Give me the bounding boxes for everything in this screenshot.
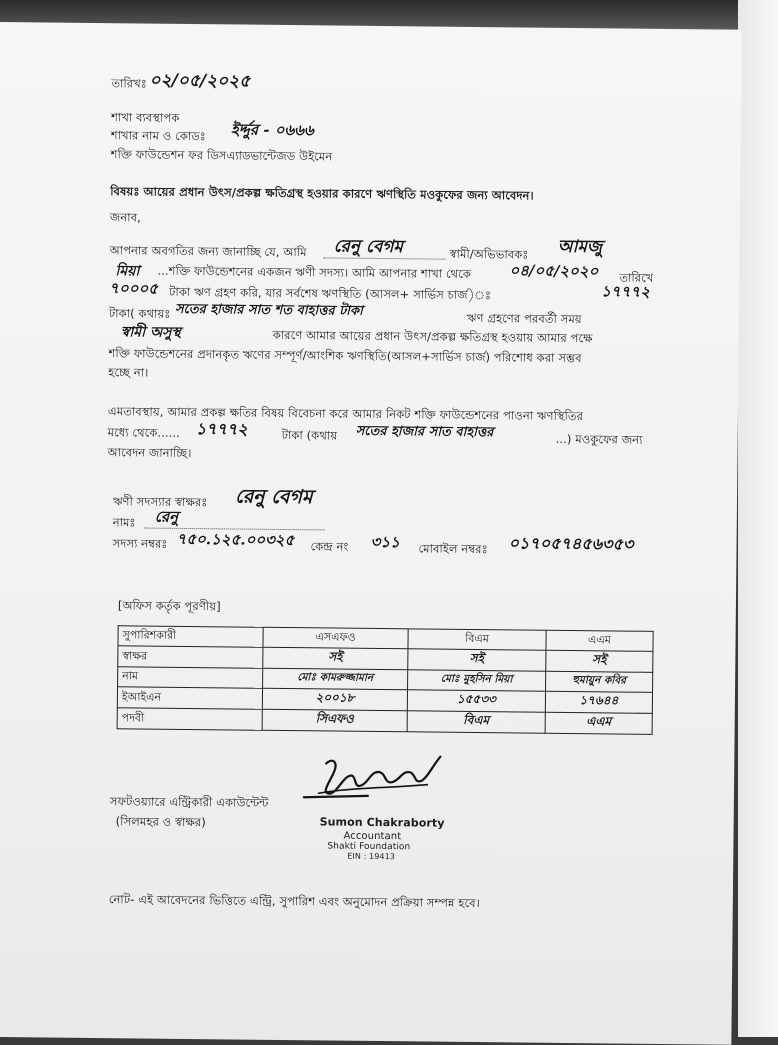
para1-line3: টাকা ঋণ গ্রহণ করি, যার সর্বশেষ ঋণস্থিতি (আসল+ সার্ভিস চার্জ)ঃ bbox=[169, 284, 492, 303]
row-label: স্বাক্ষর bbox=[118, 646, 263, 669]
to-line-1: শাখা ব্যবস্থাপক bbox=[110, 110, 180, 125]
mobile-value: ০১৭০৫৭৪৫৬৩৫৩ bbox=[508, 533, 634, 554]
row-label: ইআইএন bbox=[117, 687, 262, 710]
footer-note: নোট- এই আবেদনের ভিত্তিতে এন্ট্রি, সুপারিশ এবং অনুমোদন প্রক্রিয়া সম্পন্ন হবে। bbox=[108, 892, 480, 911]
para2-line2-b: টাকা (কথায় bbox=[281, 427, 338, 443]
para1-line1-a: আপনার অবগতির জন্য জানাচ্ছি যে, আমি bbox=[109, 243, 307, 260]
para1-line1-b: স্বামী/অভিভাবকঃ bbox=[449, 246, 529, 262]
book-no-label: কেন্দ্র নং bbox=[310, 539, 349, 554]
table-cell: সই bbox=[546, 650, 653, 672]
para1-line4-b: ঋণ গ্রহণের পরবর্তী সময় bbox=[466, 310, 582, 327]
stamp-title: Accountant bbox=[343, 830, 402, 843]
table-cell: ২০০১৮ bbox=[262, 688, 407, 711]
table-row bbox=[117, 708, 652, 735]
subject-line: বিষয়ঃ আয়ের প্রধান উৎস/প্রকল্প ক্ষতিগ্রস্থ হওয়ার কারণে ঋণস্থিতি মওকুফের জন্য আবেদন। bbox=[110, 184, 534, 203]
salutation: জনাব, bbox=[109, 210, 141, 225]
table-cell: মোঃ কামরুজ্জামান bbox=[263, 668, 408, 690]
approval-table bbox=[117, 625, 654, 735]
branch-value: ইর্দ্দুর - ০৬৬৬ bbox=[230, 120, 314, 140]
para1-line5: কারণে আমার আয়ের প্রধান উৎস/প্রকল্প ক্ষতিগ্রস্থ হওয়ায় আমার পক্ষে bbox=[272, 327, 593, 346]
accountant-signature bbox=[298, 747, 449, 813]
member-signature: রেনু বেগম bbox=[234, 485, 313, 509]
table-cell: সই bbox=[263, 647, 408, 670]
application-form-page bbox=[0, 22, 742, 1045]
to-line-2: শাখার নাম ও কোডঃ bbox=[110, 128, 206, 144]
table-header: বিএম bbox=[408, 629, 546, 650]
table-cell: মোঃ মুহসিন মিয়া bbox=[408, 670, 546, 691]
loan-date-handwritten: ০৪/০৫/২০২০ bbox=[509, 261, 599, 281]
stamp-ein: EIN : 19413 bbox=[347, 851, 396, 862]
para2-line1: এমতাবস্থায়, আমার প্রকল্প ক্ষতির বিষয় বিবেচনা করে আমার নিকট শক্তি ফাউন্ডেশনের পাওনা ঋণস্থিতির bbox=[107, 404, 584, 424]
amount-words-handwritten: সতের হাজার সাত শত বাহাত্তর টাকা bbox=[174, 301, 363, 319]
balance-handwritten: ১৭৭৭২ bbox=[601, 282, 651, 301]
para1-line6: শক্তি ফাউন্ডেশনের প্রদানকৃত ঋণের সম্পূর্ণ/আংশিক ঋণস্থিতি(আসল+সার্ভিস চার্জ) পরিশোধ করা সম্ভব bbox=[108, 346, 582, 366]
mobile-label: মোবাইল নম্বরঃ bbox=[418, 541, 488, 557]
stamp-name: Sumon Chakraborty bbox=[319, 815, 445, 830]
org-line: শক্তি ফাউন্ডেশন ফর ডিসএ্যাডভান্টেজড উইমেন bbox=[110, 147, 333, 164]
guardian-name-handwritten: আমজু bbox=[557, 236, 603, 258]
table-header: এএম bbox=[546, 630, 653, 651]
row-label: নাম bbox=[118, 667, 263, 689]
right-background bbox=[738, 0, 778, 1037]
table-header: সুপারিশকারী bbox=[118, 626, 263, 648]
table-header: এসএফও bbox=[263, 627, 408, 649]
member-no-label: সদস্য নম্বরঃ bbox=[112, 536, 168, 551]
waiver-words-handwritten: সতের হাজার সাত বাহাত্তর bbox=[355, 423, 494, 441]
table-cell: বিএম bbox=[407, 711, 545, 733]
para1-line7: হচ্ছে না। bbox=[108, 365, 149, 380]
table-cell: হুমায়ুন কবির bbox=[545, 671, 652, 692]
para2-line3: আবেদন জানাচ্ছি। bbox=[107, 445, 192, 461]
table-cell: ১৫৫৩৩ bbox=[407, 690, 545, 712]
accountant-label: সফটওয়্যারে এন্ট্রিকারী একাউন্টেন্ট bbox=[109, 794, 269, 810]
date-value: ০২/০৫/২০২৫ bbox=[149, 70, 251, 92]
table-cell: এএম bbox=[545, 712, 652, 734]
member-name-value: রেনু bbox=[154, 507, 179, 526]
reason-handwritten: স্বামী অসুস্থ bbox=[120, 324, 181, 341]
guardian-name-cont: মিয়া bbox=[115, 263, 140, 280]
accountant-sub-label: (সিলমহর ও স্বাক্ষর) bbox=[115, 814, 206, 830]
member-signature-label: ঋণী সদস্যার স্বাক্ষরঃ bbox=[112, 494, 208, 510]
office-use-label: [অফিস কর্তৃক পূরণীয়] bbox=[117, 598, 221, 614]
member-no-value: ৭৫০.১২৫.০০৩২৫ bbox=[176, 529, 295, 550]
date-label: তারিখঃ bbox=[111, 76, 148, 91]
para1-line2-c: তারিখে bbox=[619, 270, 654, 285]
table-cell: সই bbox=[408, 649, 546, 671]
para2-line2-c: ...) মওকুফের জন্য bbox=[555, 431, 643, 447]
member-name-label: নামঃ bbox=[112, 515, 136, 530]
loan-amount-handwritten: ৭০০০৫ bbox=[109, 279, 159, 298]
para2-line2-a: মধ্যে থেকে...... bbox=[107, 425, 181, 440]
table-cell: সিএফও bbox=[262, 709, 407, 732]
table-cell: ১৭৬৪৪ bbox=[545, 691, 652, 713]
para1-line2: ...শক্তি ফাউন্ডেশনের একজন ঋণী সদস্য। আমি আপনার শাখা থেকে bbox=[157, 263, 471, 281]
waiver-amount-handwritten: ১৭৭৭২ bbox=[195, 419, 248, 439]
row-label: পদবী bbox=[117, 708, 262, 731]
stamp-org: Shakti Foundation bbox=[327, 841, 411, 853]
para1-line4-a: টাকা( কথায়ঃ bbox=[108, 306, 171, 321]
book-no-value: ৩১১ bbox=[370, 532, 400, 552]
member-name-handwritten: রেনু বেগম bbox=[333, 236, 404, 258]
